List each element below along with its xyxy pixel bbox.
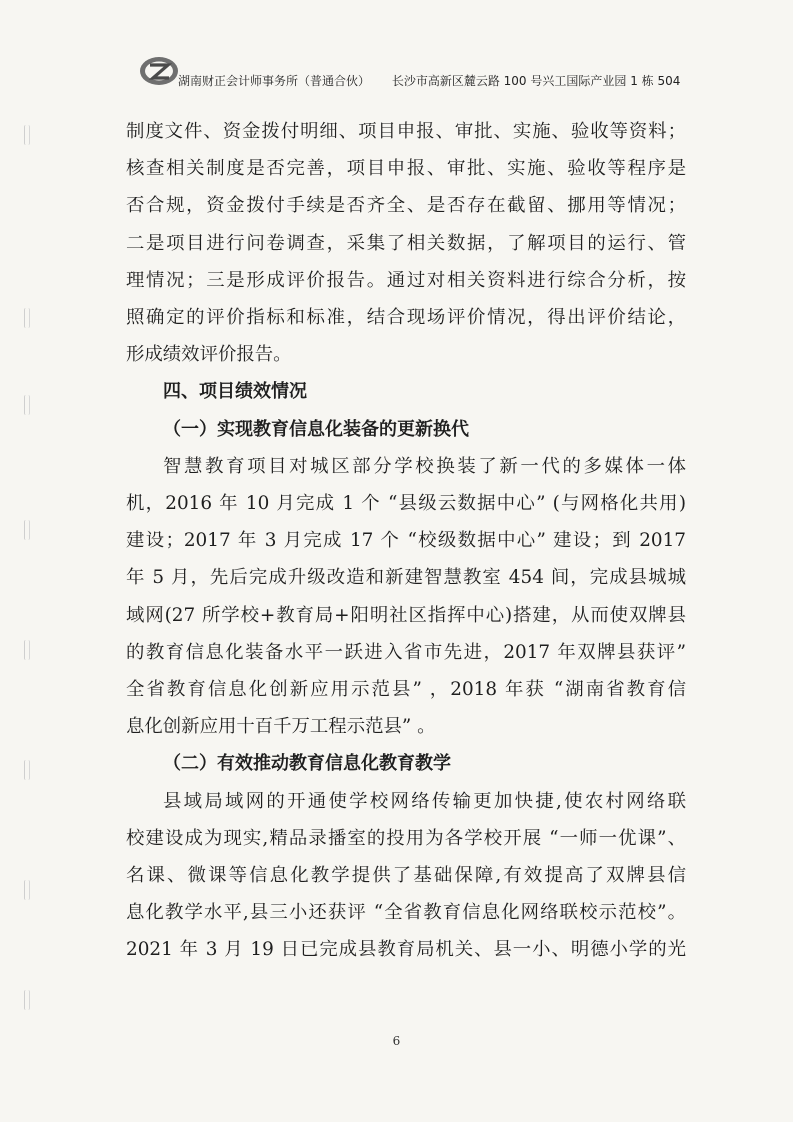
text-line: 2021 年 3 月 19 日已完成县教育局机关、县一小、明德小学的光 bbox=[126, 939, 686, 961]
text-line: 名课、微课等信息化教学提供了基础保障,有效提高了双牌县信 bbox=[126, 865, 686, 887]
subsection-heading: （一）实现教育信息化装备的更新换代 bbox=[163, 418, 469, 440]
text-line: 息化教学水平,县三小还获评 “全省教育信息化网络联校示范校”。 bbox=[126, 902, 686, 924]
subsection-heading: （二）有效推动教育信息化教育教学 bbox=[163, 753, 451, 775]
letterhead bbox=[138, 50, 698, 96]
text-line: 否合规，资金拨付手续是否齐全、是否存在截留、挪用等情况； bbox=[126, 195, 686, 217]
binding-hole-mark bbox=[24, 640, 30, 660]
text-line: 核查相关制度是否完善，项目申报、审批、实施、验收等程序是 bbox=[126, 158, 686, 180]
section-heading: 四、项目绩效情况 bbox=[163, 381, 307, 403]
firm-logo-icon bbox=[138, 50, 180, 92]
binding-hole-mark bbox=[24, 520, 30, 540]
text-line: 的教育信息化装备水平一跃进入省市先进，2017 年双牌县获评” bbox=[126, 641, 686, 663]
text-line: 年 5 月，先后完成升级改造和新建智慧教室 454 间，完成县城城 bbox=[126, 567, 686, 589]
text-line: 照确定的评价指标和标准，结合现场评价情况，得出评价结论， bbox=[126, 307, 686, 329]
text-line: 形成绩效评价报告。 bbox=[126, 344, 292, 366]
binding-hole-mark bbox=[24, 880, 30, 900]
text-line: 制度文件、资金拨付明细、项目申报、审批、实施、验收等资料； bbox=[126, 121, 686, 142]
text-line: 息化创新应用十百千万工程示范县” 。 bbox=[126, 716, 436, 738]
binding-hole-mark bbox=[24, 125, 30, 145]
firm-name: 湖南财正会计师事务所（普通合伙） bbox=[178, 74, 371, 88]
text-line: 全省教育信息化创新应用示范县” ，2018 年获 “湖南省教育信 bbox=[126, 679, 686, 701]
letterhead-text bbox=[178, 72, 680, 89]
text-line: 域网(27 所学校+教育局+阳明社区指挥中心)搭建，从而使双牌县 bbox=[126, 604, 686, 626]
binding-hole-mark bbox=[24, 308, 30, 328]
text-line: 机，2016 年 10 月完成 1 个 “县级云数据中心” (与网格化共用) bbox=[126, 493, 686, 515]
text-line: 校建设成为现实,精品录播室的投用为各学校开展 “一师一优课”、 bbox=[126, 827, 686, 849]
text-line: 二是项目进行问卷调查，采集了相关数据，了解项目的运行、管 bbox=[126, 232, 686, 254]
binding-hole-mark bbox=[24, 395, 30, 415]
text-line: 智慧教育项目对城区部分学校换装了新一代的多媒体一体 bbox=[163, 455, 686, 477]
binding-hole-mark bbox=[24, 760, 30, 780]
page-number: 6 bbox=[392, 1034, 401, 1048]
binding-hole-mark bbox=[24, 990, 30, 1010]
firm-address: 长沙市高新区麓云路 100 号兴工国际产业园 1 栋 504 bbox=[391, 74, 681, 88]
text-line: 县域局域网的开通使学校网络传输更加快捷,使农村网络联 bbox=[163, 790, 686, 812]
text-line: 理情况；三是形成评价报告。通过对相关资料进行综合分析，按 bbox=[126, 269, 686, 291]
text-line: 建设；2017 年 3 月完成 17 个 “校级数据中心” 建设；到 2017 bbox=[126, 530, 686, 552]
body-text bbox=[126, 113, 686, 969]
